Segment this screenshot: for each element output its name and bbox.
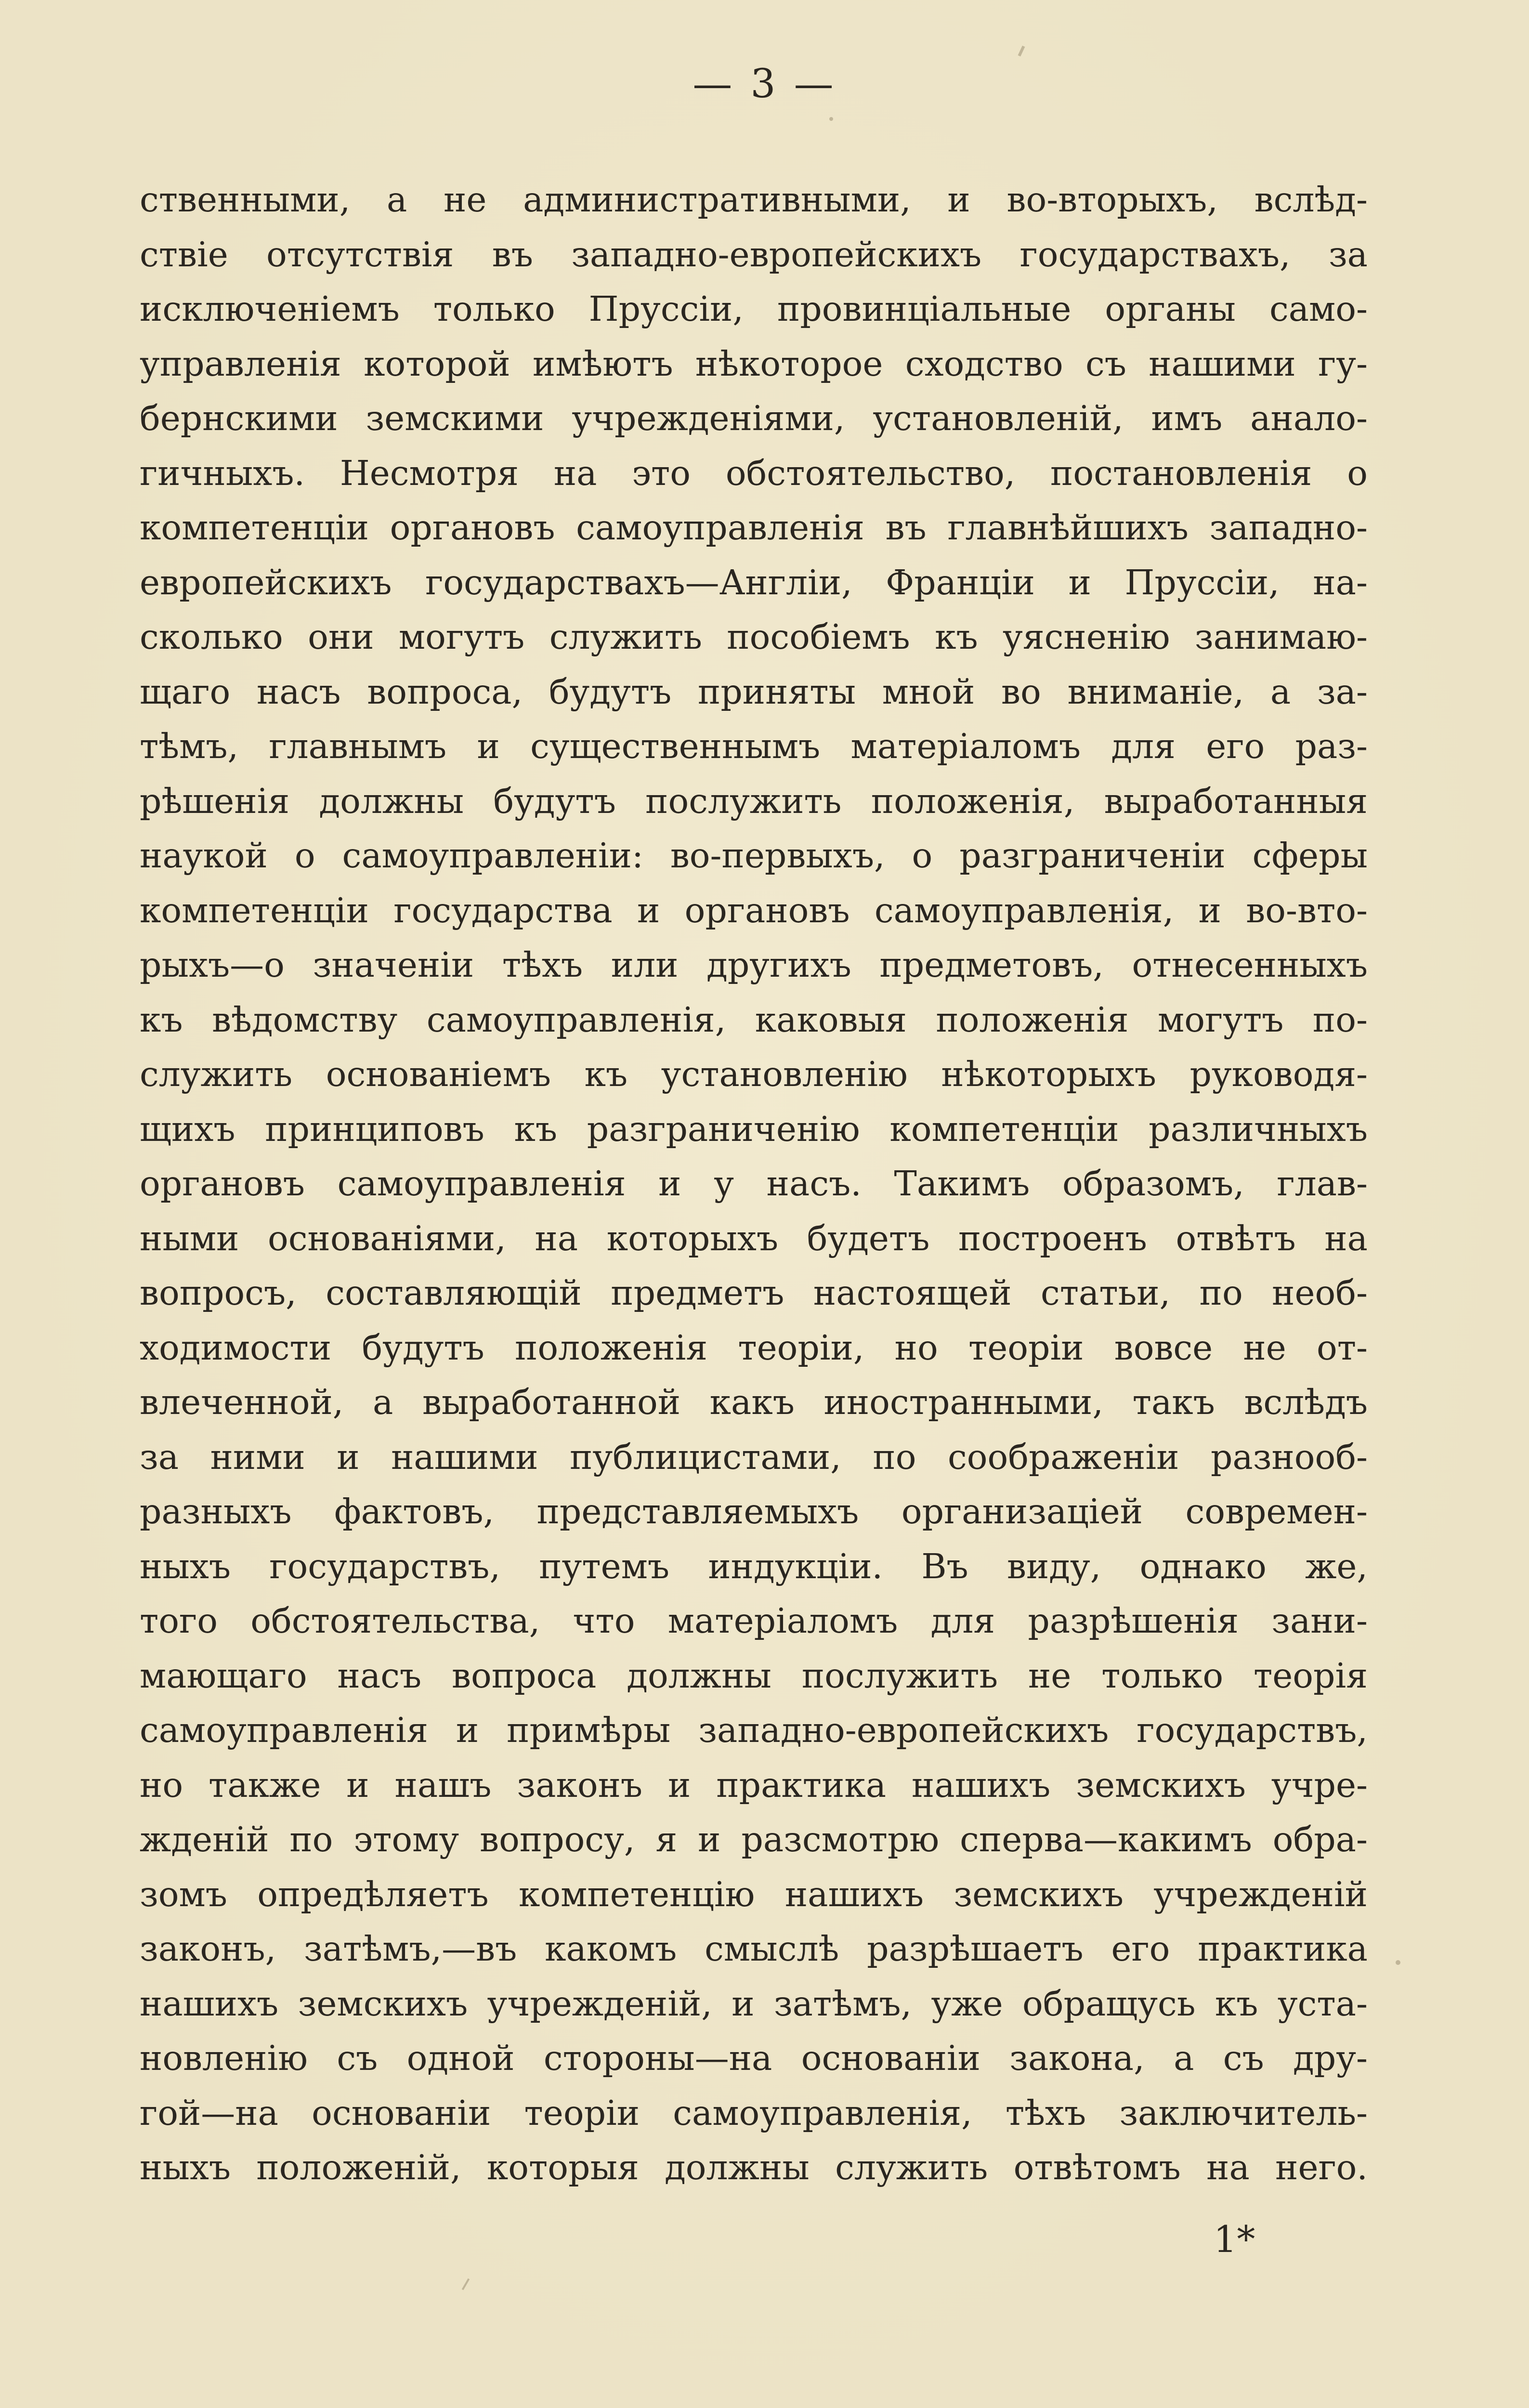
text-line-23: влеченной, а выработанной какъ иностранными, такъ вслѣдъ — [140, 1382, 1368, 1422]
text-line-33: законъ, затѣмъ,—въ какомъ смыслѣ разрѣшаетъ его практика — [140, 1929, 1368, 1969]
text-line-2: ствіе отсутствія въ западно-европейскихъ государствахъ, за — [140, 234, 1368, 275]
text-line-25: разныхъ фактовъ, представляемыхъ организаціей современ- — [140, 1492, 1368, 1531]
text-line-13: наукой о самоуправленіи: во-первыхъ, о разграниченіи сферы — [140, 836, 1368, 876]
page-number-header: — 3 — — [693, 61, 836, 107]
text-line-15: рыхъ—о значеніи тѣхъ или другихъ предметовъ, отнесенныхъ — [140, 945, 1368, 985]
text-line-36: гой—на основаніи теоріи самоуправленія, тѣхъ заключитель- — [140, 2093, 1368, 2133]
text-line-29: самоуправленія и примѣры западно-европейскихъ государствъ, — [140, 1710, 1368, 1750]
text-line-24: за ними и нашими публицистами, по соображеніи разнооб- — [140, 1437, 1368, 1477]
text-line-35: новленію съ одной стороны—на основаніи закона, а съ дру- — [140, 2038, 1368, 2078]
text-line-31: жденій по этому вопросу, я и разсмотрю сперва—какимъ обра- — [140, 1819, 1368, 1859]
text-line-28: мающаго насъ вопроса должны послужить не только теорія — [140, 1655, 1368, 1696]
text-line-37: ныхъ положеній, которыя должны служить отвѣтомъ на него. — [140, 2147, 1368, 2187]
paper-speck — [829, 117, 833, 121]
text-line-18: щихъ принциповъ къ разграниченію компетенціи различныхъ — [140, 1109, 1368, 1149]
text-line-9: сколько они могутъ служить пособіемъ къ уясненію занимаю- — [140, 617, 1368, 657]
text-line-20: ными основаніями, на которыхъ будетъ построенъ отвѣтъ на — [140, 1218, 1368, 1258]
text-line-17: служить основаніемъ къ установленію нѣкоторыхъ руководя- — [140, 1054, 1368, 1094]
paper-speck — [1396, 1960, 1400, 1965]
printer-signature-mark: 1* — [1214, 2218, 1255, 2261]
body-text — [140, 172, 1368, 2195]
text-line-21: вопросъ, составляющій предметъ настоящей статьи, по необ- — [140, 1273, 1368, 1313]
text-line-26: ныхъ государствъ, путемъ индукціи. Въ виду, однако же, — [140, 1546, 1368, 1586]
text-line-3: исключеніемъ только Пруссіи, провинціальные органы само- — [140, 289, 1368, 329]
text-line-34: нашихъ земскихъ учрежденій, и затѣмъ, уже обращусь къ уста- — [140, 1983, 1368, 2024]
paper-speck — [1018, 46, 1025, 56]
text-line-27: того обстоятельства, что матеріаломъ для разрѣшенія зани- — [140, 1601, 1368, 1641]
text-line-11: тѣмъ, главнымъ и существеннымъ матеріаломъ для его раз- — [140, 726, 1368, 766]
text-line-14: компетенціи государства и органовъ самоуправленія, и во-вто- — [140, 890, 1368, 930]
text-line-5: бернскими земскими учрежденіями, установленій, имъ анало- — [140, 398, 1368, 438]
text-line-32: зомъ опредѣляетъ компетенцію нашихъ земскихъ учрежденій — [140, 1874, 1368, 1914]
text-line-12: рѣшенія должны будутъ послужить положенія, выработанныя — [140, 781, 1368, 821]
text-line-8: европейскихъ государствахъ—Англіи, Франціи и Пруссіи, на- — [140, 562, 1368, 602]
text-line-16: къ вѣдомству самоуправленія, каковыя положенія могутъ по- — [140, 999, 1368, 1040]
text-line-7: компетенціи органовъ самоуправленія въ главнѣйшихъ западно- — [140, 508, 1368, 548]
text-line-4: управленія которой имѣютъ нѣкоторое сходство съ нашими гу- — [140, 343, 1368, 384]
text-line-10: щаго насъ вопроса, будутъ приняты мной во вниманіе, а за- — [140, 671, 1368, 712]
paper-speck — [462, 2278, 470, 2290]
text-line-30: но также и нашъ законъ и практика нашихъ земскихъ учре- — [140, 1765, 1368, 1805]
text-line-6: гичныхъ. Несмотря на это обстоятельство, постановленія о — [140, 453, 1368, 493]
text-line-1: ственными, а не административными, и во-вторыхъ, вслѣд- — [140, 180, 1368, 220]
text-line-19: органовъ самоуправленія и у насъ. Такимъ образомъ, глав- — [140, 1164, 1368, 1204]
text-line-22: ходимости будутъ положенія теоріи, но теоріи вовсе не от- — [140, 1327, 1368, 1368]
